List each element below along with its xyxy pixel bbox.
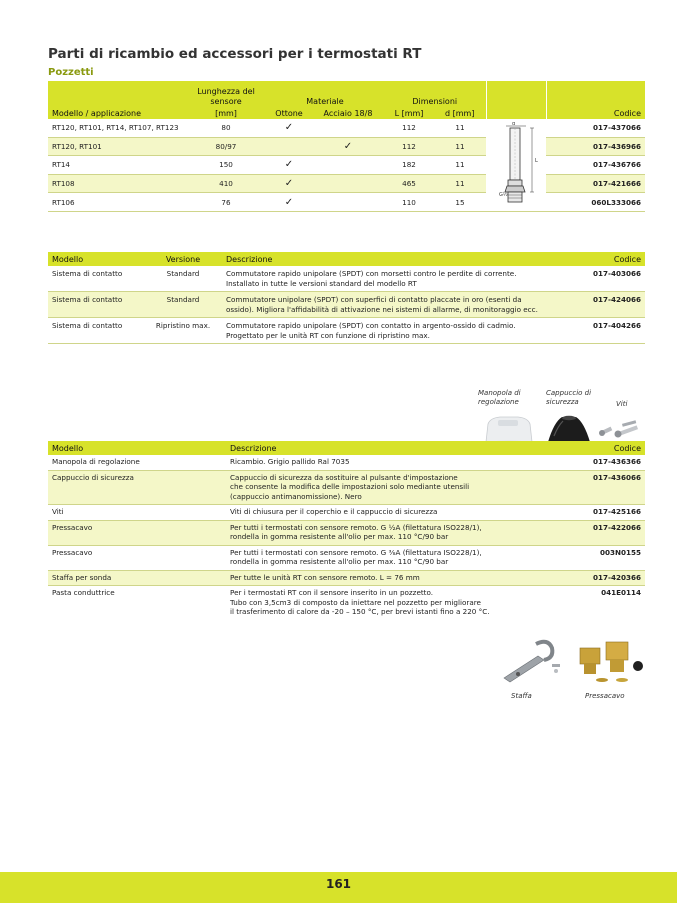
- desc-line: il trasferimento di calore da -20 – 150 °C, per brevi istanti fino a 220 °C.: [230, 607, 490, 616]
- desc-line: Ricambio. Grigio pallido Ral 7035: [230, 457, 350, 466]
- header-dimensions: Dimensioni: [412, 97, 458, 106]
- row-description: [222, 318, 552, 344]
- diagram-d-label: d: [512, 121, 516, 127]
- accessories-table: [48, 441, 645, 620]
- header-steel: Acciaio 18/8: [323, 108, 373, 118]
- row-code: 017-420366: [552, 570, 645, 586]
- header-sensor-length: Lunghezza del sensore: [197, 87, 255, 106]
- row-steel: [312, 119, 384, 137]
- row-code: 017-436066: [552, 470, 645, 505]
- header-model: Modello: [52, 254, 84, 264]
- bracket-image: [498, 634, 566, 686]
- row-description: [226, 455, 552, 470]
- row-l: 110: [384, 193, 434, 212]
- row-version: Ripristino max.: [144, 318, 222, 344]
- desc-line: Commutatore rapido unipolare (SPDT) con morsetti contro le perdite di corrente.: [226, 269, 517, 278]
- header-material: Materiale: [306, 97, 344, 106]
- pocket-diagram: [486, 119, 546, 211]
- header-mm: [mm]: [215, 108, 237, 118]
- row-l: 112: [384, 119, 434, 137]
- caption-screws: Viti: [616, 400, 628, 408]
- row-d: 11: [434, 174, 486, 193]
- row-model: Sistema di contatto: [48, 266, 144, 292]
- table-row: [48, 318, 645, 344]
- row-d: 15: [434, 193, 486, 212]
- desc-line: Commutatore unipolare (SPDT) con superfici di contatto placcate in oro (esenti da: [226, 295, 522, 304]
- row-length: 410: [186, 174, 266, 193]
- header-description: Descrizione: [226, 254, 273, 264]
- row-brass: ✓: [266, 156, 312, 175]
- row-description: [226, 505, 552, 521]
- page-number: 161: [325, 877, 352, 891]
- row-brass: ✓: [266, 119, 312, 137]
- row-description: [226, 570, 552, 586]
- header-code: Codice: [546, 107, 645, 119]
- desc-line: Tubo con 3,5cm3 di composto da iniettare nel pozzetto per migliorare: [230, 597, 481, 607]
- row-length: 150: [186, 156, 266, 175]
- row-steel: [312, 156, 384, 175]
- table-row: [48, 119, 645, 137]
- table-row: [48, 505, 645, 521]
- desc-line: Installato in tutte le versioni standard del modello RT: [226, 278, 417, 288]
- diagram-g-label: G½: [499, 191, 508, 198]
- table-row: [48, 193, 645, 212]
- row-d: 11: [434, 137, 486, 156]
- row-description: [226, 545, 552, 570]
- table-row: [48, 156, 645, 175]
- contact-systems-table: [48, 252, 645, 344]
- desc-line: Per tutte le unità RT con sensore remoto. L = 76 mm: [230, 572, 420, 582]
- page-title: Parti di ricambio ed accessori per i termostati RT: [48, 46, 422, 62]
- row-model: Viti: [48, 505, 226, 521]
- row-code: 017-437066: [546, 119, 645, 137]
- row-description: [222, 292, 552, 318]
- desc-line: rondella in gomma resistente all'olio per max. 110 °C/90 bar: [230, 557, 449, 566]
- row-brass: ✓: [266, 193, 312, 212]
- row-l: 112: [384, 137, 434, 156]
- row-length: 76: [186, 193, 266, 212]
- row-code: 017-422066: [552, 520, 645, 545]
- row-model: Pressacavo: [48, 520, 226, 545]
- row-code: 003N0155: [552, 545, 645, 570]
- row-description: [226, 586, 552, 620]
- caption-cap: Cappuccio di sicurezza: [546, 389, 592, 406]
- row-model: Cappuccio di sicurezza: [48, 470, 226, 505]
- row-code: 060L333066: [546, 193, 645, 212]
- table-row: [48, 174, 645, 193]
- table-row: [48, 266, 645, 292]
- header-description: Descrizione: [230, 443, 277, 453]
- desc-line: Per tutti i termostati con sensore remoto. G ⅜A (filettatura ISO228/1),: [230, 547, 482, 557]
- row-d: 11: [434, 119, 486, 137]
- row-code: 017-436966: [546, 137, 645, 156]
- row-code: 017-403066: [552, 266, 645, 292]
- row-description: [226, 520, 552, 545]
- diagram-l-label: L: [535, 157, 538, 164]
- pockets-table: [48, 81, 645, 212]
- desc-line: Commutatore rapido unipolare (SPDT) con contatto in argento-ossido di cadmio.: [226, 321, 516, 330]
- row-brass: ✓: [266, 174, 312, 193]
- row-l: 465: [384, 174, 434, 193]
- table-row: [48, 586, 645, 620]
- row-description: [226, 470, 552, 505]
- desc-line: Cappuccio di sicurezza da sostituire al pulsante d'impostazione: [230, 472, 458, 482]
- desc-line: ossido). Migliora l'affidabilità di attivazione nei sistemi di allarme, di monitoraggio ecc.: [226, 304, 538, 314]
- row-code: 017-436766: [546, 156, 645, 175]
- header-model: Modello: [52, 443, 84, 453]
- caption-gland: Pressacavo: [585, 692, 625, 700]
- screws-image: [596, 419, 646, 443]
- desc-line: Per i termostati RT con il sensore inserito in un pozzetto.: [230, 588, 434, 597]
- row-model: RT108: [48, 174, 186, 193]
- caption-knob: Manopola di regolazione: [478, 389, 521, 406]
- row-length: 80/97: [186, 137, 266, 156]
- row-model: RT106: [48, 193, 186, 212]
- desc-line: che consente la modifica delle impostazioni solo mediante utensili: [230, 482, 470, 491]
- table-row: [48, 137, 645, 156]
- row-description: [222, 266, 552, 292]
- header-model: Modello / applicazione: [52, 108, 142, 118]
- row-model: RT120, RT101: [48, 137, 186, 156]
- row-code: 017-421666: [546, 174, 645, 193]
- desc-line: (cappuccio antimanomissione). Nero: [230, 491, 362, 501]
- row-code: 041E0114: [601, 588, 641, 597]
- table-row: [48, 570, 645, 586]
- desc-line: Per tutti i termostati con sensore remoto. G ½A (filettatura ISO228/1),: [230, 522, 482, 532]
- row-d: 11: [434, 156, 486, 175]
- row-steel: [312, 174, 384, 193]
- table-row: [48, 545, 645, 570]
- header-version: Versione: [165, 254, 201, 264]
- table-row: [48, 520, 645, 545]
- row-code: 017-404266: [552, 318, 645, 344]
- row-l: 182: [384, 156, 434, 175]
- desc-line: rondella in gomma resistente all'olio per max. 110 °C/90 bar: [230, 532, 449, 541]
- header-brass: Ottone: [275, 108, 303, 118]
- row-model: Staffa per sonda: [48, 570, 226, 586]
- gland-image: [572, 636, 648, 686]
- table-row: [48, 455, 645, 470]
- row-model: Sistema di contatto: [48, 318, 144, 344]
- row-model: Sistema di contatto: [48, 292, 144, 318]
- section-subtitle: Pozzetti: [48, 67, 94, 78]
- desc-line: Progettato per le unità RT con funzione di ripristino max.: [226, 330, 430, 340]
- row-steel: ✓: [312, 137, 384, 156]
- row-length: 80: [186, 119, 266, 137]
- row-version: Standard: [144, 292, 222, 318]
- row-model: Pressacavo: [48, 545, 226, 570]
- desc-line: Viti di chiusura per il coperchio e il cappuccio di sicurezza: [230, 507, 438, 516]
- header-code: Codice: [613, 254, 641, 264]
- row-code: 017-425166: [552, 505, 645, 521]
- row-model: RT120, RT101, RT14, RT107, RT123: [48, 119, 186, 137]
- header-d: d [mm]: [445, 108, 475, 118]
- row-code: 017-436366: [552, 455, 645, 470]
- row-model: RT14: [48, 156, 186, 175]
- row-model: Pasta conduttrice: [52, 588, 115, 597]
- row-code: 017-424066: [552, 292, 645, 318]
- table-row: [48, 470, 645, 505]
- row-steel: [312, 193, 384, 212]
- header-l: L [mm]: [394, 108, 424, 118]
- caption-bracket: Staffa: [511, 692, 532, 700]
- table-row: [48, 292, 645, 318]
- row-model: Manopola di regolazione: [48, 455, 226, 470]
- header-code: Codice: [613, 443, 641, 453]
- row-brass: [266, 137, 312, 156]
- row-version: Standard: [144, 266, 222, 292]
